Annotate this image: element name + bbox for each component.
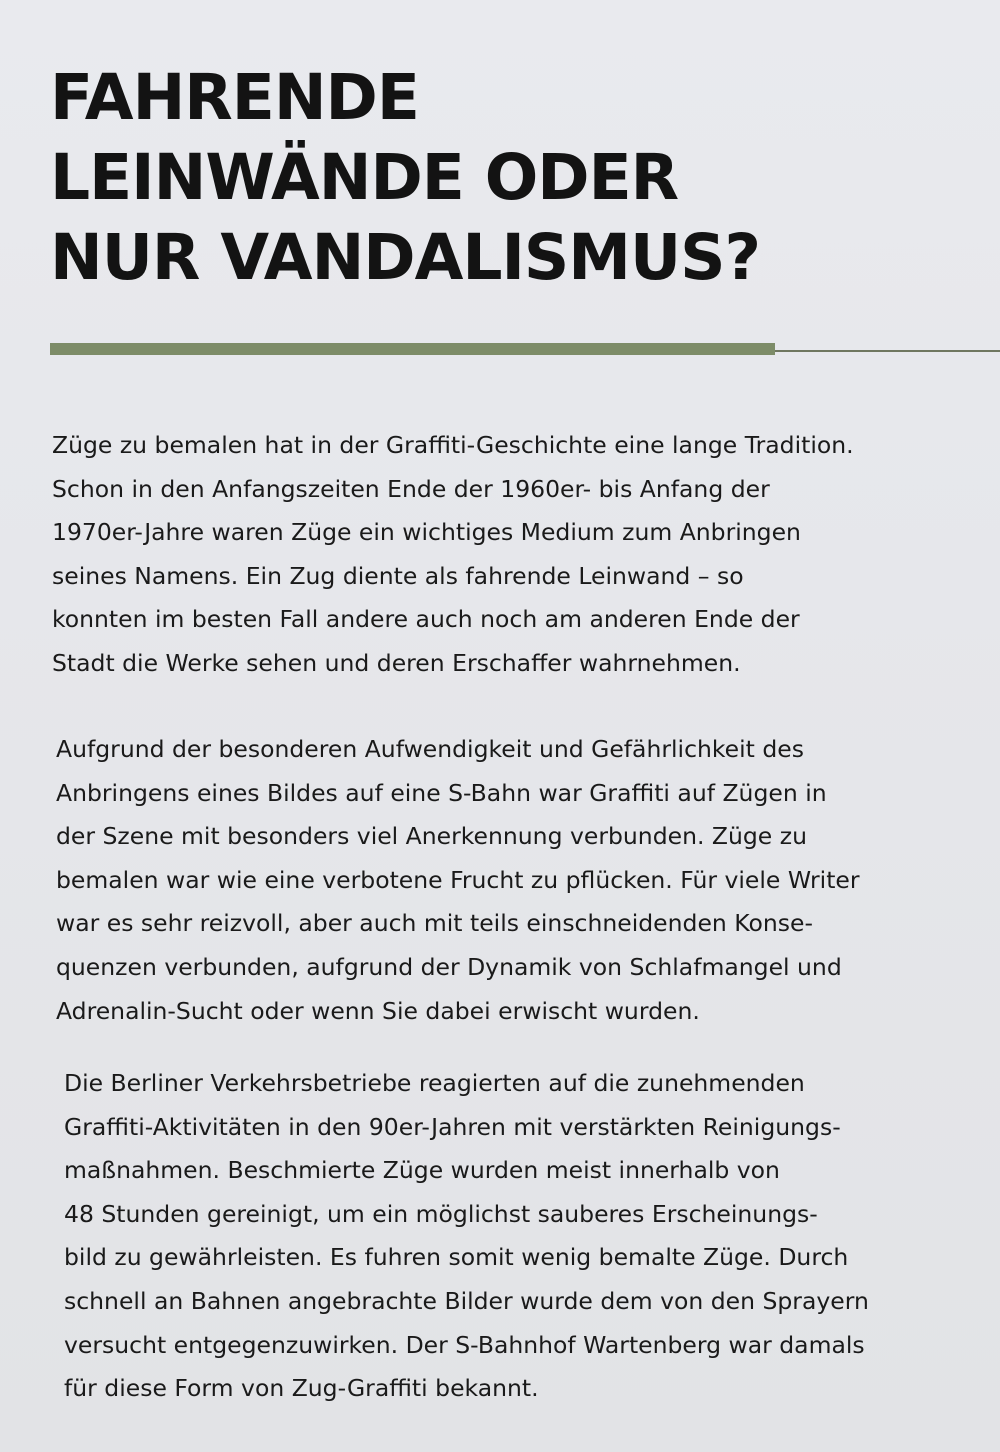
title-line-1: FAHRENDE — [50, 61, 419, 134]
panel-title — [50, 58, 950, 298]
title-line-2: LEINWÄNDE ODER — [50, 141, 679, 214]
title-divider-line — [775, 350, 1000, 352]
title-line-3: NUR VANDALISMUS? — [50, 221, 761, 294]
paragraph-recognition: Aufgrund der besonderen Aufwendigkeit und Gefährlichkeit des Anbringens eines Bildes auf eine S-Bahn war Graffiti auf Zügen in der Szene mit besonders viel Anerkennung verbunden. Züge zu bemalen war wie eine verbotene Frucht zu pflücken. Für viele Writer war es sehr reizvoll, aber auch mit teils einschneidenden Konse- quenzen verbunden, aufgrund der Dynamik von Schlafmangel und Adrenalin-Sucht oder wenn Sie dabei erwischt wurden. — [56, 735, 860, 1025]
paragraph-bvg-cleaning: Die Berliner Verkehrsbetriebe reagierten auf die zunehmenden Graffiti-Aktivitäten in den 90er-Jahren mit verstärkten Reinigungs- maßnahmen. Beschmierte Züge wurden meist innerhalb von 48 Stunden gereinigt, um ein möglichst sauberes Erscheinungs- bild zu gewährleisten. Es fuhren somit wenig bemalte Züge. Durch schnell an Bahnen angebrachte Bilder wurde dem von den Sprayern versucht entgegenzuwirken. Der S-Bahnhof Wartenberg war damals für diese Form von Zug-Graffiti bekannt. — [64, 1069, 869, 1403]
paragraph-train-tradition: Züge zu bemalen hat in der Graffiti-Geschichte eine lange Tradition. Schon in den Anfangszeiten Ende der 1960er- bis Anfang der 1970er-Jahre waren Züge ein wichtiges Medium zum Anbringen seines Namens. Ein Zug diente als fahrende Leinwand – so konnten im besten Fall andere auch noch am anderen Ende der Stadt die Werke sehen und deren Erschaffer wahrnehmen. — [52, 431, 854, 677]
title-divider-bar — [50, 343, 775, 355]
